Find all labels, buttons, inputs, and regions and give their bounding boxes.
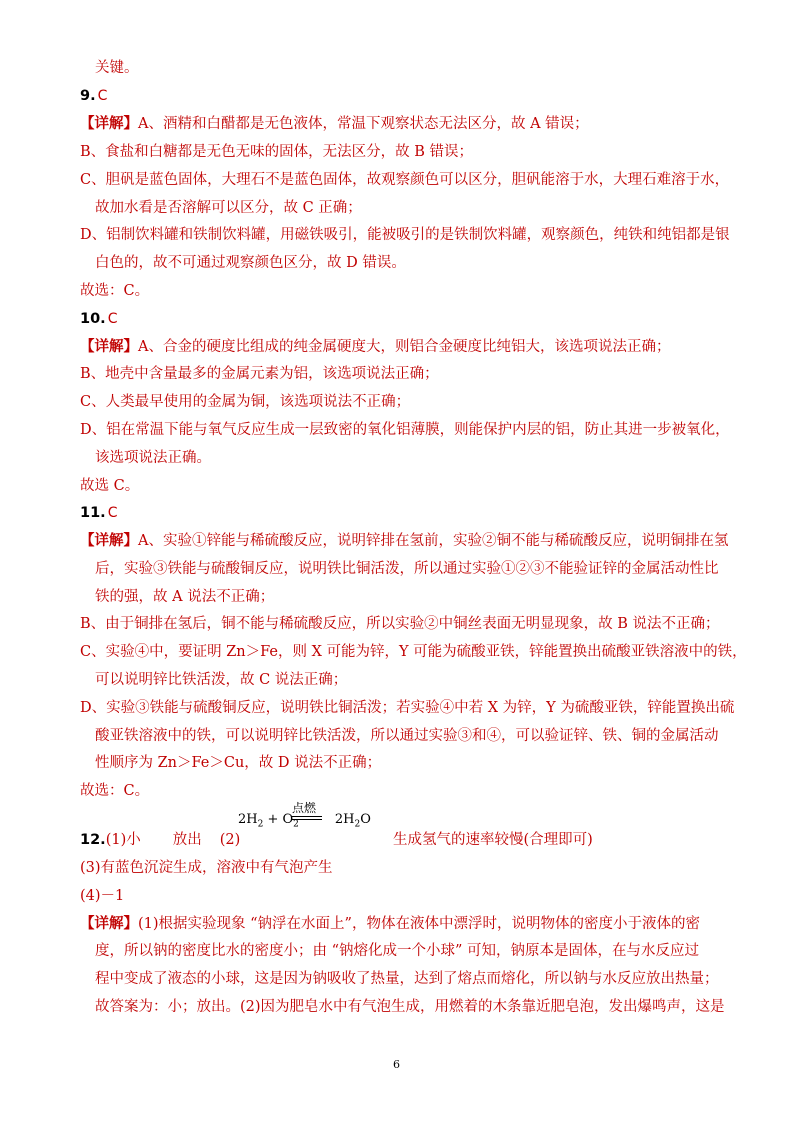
text-line: 铁的强，故 A 说法不正确；	[95, 589, 275, 605]
text-line: C、胆矾是蓝色固体，大理石不是蓝色固体，故观察颜色可以区分，胆矾能溶于水，大理石难溶于水，	[80, 172, 730, 188]
question-12-header	[80, 830, 240, 850]
question-number: 10.	[80, 311, 106, 327]
text-line: B、地壳中含量最多的金属元素为铝，该选项说法正确；	[80, 366, 439, 382]
text-line: B、食盐和白糖都是无色无味的固体，无法区分，故 B 错误；	[80, 144, 474, 160]
detail-tag: 【详解】	[80, 338, 138, 355]
question-9-header	[80, 86, 107, 106]
text-line: 白色的，故不可通过观察颜色区分，故 D 错误。	[95, 255, 406, 271]
text-line: 该选项说法正确。	[95, 450, 211, 466]
text-line: 故答案为：小；放出。(2)因为肥皂水中有气泡生成，用燃着的木条靠近肥皂泡，发出爆鸣声，这是	[95, 999, 725, 1015]
text-line: 故选：C。	[80, 783, 150, 799]
text-line: D、铝在常温下能与氧气反应生成一层致密的氧化铝薄膜，则能保护内层的铝，防止其进一步被氧化，	[80, 422, 730, 438]
answer-part-4: (4)－1	[80, 888, 125, 904]
answer-part-2b: 生成氢气的速率较慢(合理即可)	[393, 832, 593, 848]
text-line: B、由于铜排在氢后，铜不能与稀硫酸反应，所以实验②中铜丝表面无明显现象，故 B 说法不正确；	[80, 616, 720, 632]
answer-letter: C	[97, 88, 108, 104]
answer-letter: C	[107, 311, 118, 327]
text-line: 酸亚铁溶液中的铁，可以说明锌比铁活泼，所以通过实验③和④，可以验证锌、铁、铜的金属活动	[95, 728, 719, 744]
detail-text: A、酒精和白醋都是无色液体，常温下观察状态无法区分，故 A 错误；	[138, 116, 589, 132]
page-number: 6	[393, 1058, 400, 1071]
text-line: 故选 C。	[80, 478, 140, 494]
detail-text: A、合金的硬度比组成的纯金属硬度大，则铝合金硬度比纯铝大，该选项说法正确；	[138, 339, 671, 355]
detail-tag: 【详解】	[80, 115, 138, 132]
text-line: D、实验③铁能与硫酸铜反应，说明铁比铜活泼；若实验④中若 X 为锌，Y 为硫酸亚铁，锌能置换出硫	[80, 700, 735, 716]
detail-line	[80, 114, 589, 134]
answer-part-3: (3)有蓝色沉淀生成，溶液中有气泡产生	[80, 860, 333, 876]
text-line: 程中变成了液态的小球，这是因为钠吸收了热量，达到了熔点而熔化，所以钠与水反应放出热量；	[95, 971, 719, 987]
text-line: D、铝制饮料罐和铁制饮料罐，用磁铁吸引，能被吸引的是铁制饮料罐，观察颜色，纯铁和纯铝都是银	[80, 227, 730, 243]
question-number: 12.	[80, 832, 106, 848]
text-line: C、人类最早使用的金属为铜，该选项说法不正确；	[80, 394, 411, 410]
text-line: 关键。	[95, 60, 139, 76]
question-number: 9.	[80, 88, 96, 104]
text-line: 性顺序为 Zn＞Fe＞Cu，故 D 说法不正确；	[95, 755, 382, 771]
detail-line	[80, 337, 670, 357]
detail-line	[80, 531, 728, 551]
answer-letter: C	[107, 505, 118, 521]
question-number: 11.	[80, 505, 106, 521]
chemical-equation: $2H_2 + O_2$ $2H_2O$	[238, 812, 371, 830]
detail-tag: 【详解】	[80, 915, 138, 932]
detail-tag: 【详解】	[80, 532, 138, 549]
answer-part-1b: 放出	[172, 832, 202, 848]
text-line: 故选：C。	[80, 283, 150, 299]
reaction-condition: 点燃	[292, 801, 317, 815]
text-line: 故加水看是否溶解可以区分，故 C 正确；	[95, 200, 362, 216]
text-line: C、实验④中，要证明 Zn＞Fe，则 X 可能为锌，Y 可能为硫酸亚铁，锌能置换出硫酸亚铁溶液中的铁，	[80, 644, 747, 660]
detail-text: (1)根据实验现象 “钠浮在水面上”，物体在液体中漂浮时，说明物体的密度小于液体的密	[138, 916, 700, 932]
answer-part-1: (1)小	[105, 832, 141, 848]
text-line: 度，所以钠的密度比水的密度小；由 “钠熔化成一个小球” 可知，钠原本是固体，在与水反应过	[95, 943, 700, 959]
text-line: 可以说明锌比铁活泼，故 C 说法正确；	[95, 672, 348, 688]
question-10-header	[80, 309, 117, 329]
question-11-header	[80, 503, 117, 523]
detail-text: A、实验①锌能与稀硫酸反应，说明锌排在氢前，实验②铜不能与稀硫酸反应，说明铜排在氢	[138, 533, 729, 549]
text-line: 后，实验③铁能与硫酸铜反应，说明铁比铜活泼，所以通过实验①②③不能验证锌的金属活动性比	[95, 561, 719, 577]
detail-line	[80, 914, 700, 934]
answer-part-2: (2)	[219, 832, 241, 848]
